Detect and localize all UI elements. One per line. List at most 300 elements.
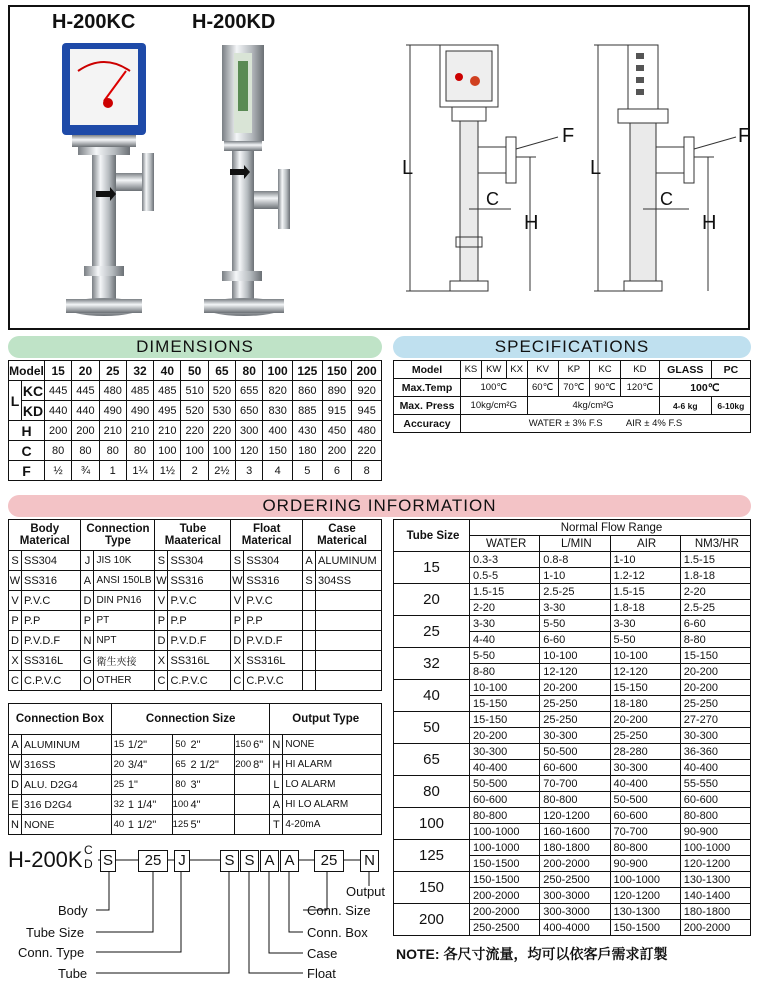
connection-header-row (9, 704, 382, 735)
conn-size-code: 200 (235, 755, 251, 775)
spec-temp-5: 120℃ (621, 379, 660, 397)
ordering-value: SS316L (244, 651, 303, 671)
ordering-code: W (9, 571, 22, 591)
flow-cell: 60-600 (470, 792, 540, 808)
flow-row (394, 648, 751, 664)
spec-max-press-label: Max. Press (394, 397, 461, 415)
dim-label-f-left: F (562, 125, 575, 147)
flow-cell: 30-300 (470, 744, 540, 760)
ordering-code: J (81, 551, 94, 571)
ordering-code: P (9, 611, 22, 631)
flow-cell: 140-1400 (680, 888, 750, 904)
dim-cell: 520 (181, 401, 208, 421)
flow-cell: 3-30 (540, 600, 610, 616)
conn-size-code: 125 (172, 815, 188, 835)
dim-cell: 920 (352, 381, 382, 401)
flowmeter-kc-photo (48, 41, 178, 321)
flow-cell: 2.5-25 (680, 600, 750, 616)
flow-cell: 100-1000 (470, 840, 540, 856)
flow-cell: 300-3000 (540, 904, 610, 920)
ordering-code: O (81, 671, 94, 691)
spec-temp-1: 100℃ (461, 379, 528, 397)
code-label-body: Body (58, 903, 88, 918)
dim-cell: 300 (236, 421, 263, 441)
ordering-code: D (9, 631, 22, 651)
flow-cell: 36-360 (680, 744, 750, 760)
conn-size-code (235, 795, 251, 815)
ordering-value: P.V.D.F (168, 631, 231, 651)
flow-cell: 100-1000 (470, 824, 540, 840)
flow-cell: 28-280 (610, 744, 680, 760)
dim-cell: 6 (322, 461, 352, 481)
dim-cell: 80 (45, 441, 72, 461)
flow-cell: 10-100 (470, 680, 540, 696)
ordering-code: S (231, 551, 244, 571)
flow-cell: 15-150 (680, 648, 750, 664)
dim-cell: 200 (322, 441, 352, 461)
conn-box-code: W (9, 755, 22, 775)
dim-row-kc (9, 381, 382, 401)
flow-tube-size: 80 (394, 776, 470, 808)
dim-cell: 440 (72, 401, 99, 421)
dim-cell: 830 (263, 401, 293, 421)
dim-size-15: 15 (45, 361, 72, 381)
flow-cell: 27-270 (680, 712, 750, 728)
dim-size-32: 32 (126, 361, 153, 381)
dim-size-150: 150 (322, 361, 352, 381)
flow-tube-size: 50 (394, 712, 470, 744)
model-code-prefix: H-200K (8, 847, 83, 872)
flow-cell: 1.5-15 (680, 552, 750, 568)
ordering-code (303, 651, 316, 671)
conn-size-value: 8" (251, 755, 270, 775)
flow-cell: 20-200 (540, 680, 610, 696)
dim-cell: 200 (72, 421, 99, 441)
flow-cell: 8-80 (680, 632, 750, 648)
conn-size-value: 3" (189, 775, 235, 795)
spec-temp-2: 60℃ (527, 379, 558, 397)
spec-accuracy-water: WATER ± 3% F.S (528, 418, 603, 429)
flow-tube-size: 125 (394, 840, 470, 872)
ordering-row (9, 631, 382, 651)
conn-size-value: 4" (189, 795, 235, 815)
conn-size-code: 25 (111, 775, 126, 795)
ordering-code (303, 611, 316, 631)
dim-cell: 480 (99, 381, 126, 401)
ordering-value: P.V.D.F (244, 631, 303, 651)
dim-label-c-left: C (486, 189, 499, 209)
ordering-header: ORDERING INFORMATION (8, 495, 751, 517)
conn-box-value: ALUMINUM (22, 735, 112, 755)
flow-cell: 400-4000 (540, 920, 610, 936)
dim-cell: 445 (72, 381, 99, 401)
dim-cell: ½ (45, 461, 72, 481)
dim-size-20: 20 (72, 361, 99, 381)
spec-model-ks: KS (461, 361, 482, 379)
flow-cell: 200-2000 (540, 856, 610, 872)
ordering-value: 衛生夾接 (94, 651, 155, 671)
flow-cell: 25-250 (680, 696, 750, 712)
flow-tube-size: 65 (394, 744, 470, 776)
flow-cell: 90-900 (610, 856, 680, 872)
flow-tube-size: 25 (394, 616, 470, 648)
flow-cell: 120-1200 (680, 856, 750, 872)
conn-size-code: 80 (172, 775, 188, 795)
conn-size-value: 2 1/2" (189, 755, 235, 775)
dim-cell: 485 (154, 381, 181, 401)
flow-tube-size: 150 (394, 872, 470, 904)
dim-row-f (9, 461, 382, 481)
flow-cell: 20-200 (680, 664, 750, 680)
dim-cell: 650 (236, 401, 263, 421)
dim-model-label: Model (9, 361, 45, 381)
conn-box-value: 316 D2G4 (22, 795, 112, 815)
flow-cell: 1-10 (610, 552, 680, 568)
ordering-table (8, 519, 382, 691)
ordering-value: NPT (94, 631, 155, 651)
dim-cell: 530 (208, 401, 235, 421)
code-box-body: S (100, 850, 116, 872)
ordering-code: P (155, 611, 168, 631)
flow-cell: 15-150 (470, 696, 540, 712)
flow-row (394, 680, 751, 696)
flow-cell: 30-300 (540, 728, 610, 744)
flow-row (394, 840, 751, 856)
dim-row-label: C (9, 441, 45, 461)
flow-cell: 120-1200 (540, 808, 610, 824)
flow-cell: 60-600 (540, 760, 610, 776)
dim-cell: 210 (99, 421, 126, 441)
flow-cell: 10-100 (540, 648, 610, 664)
ordering-code: D (231, 631, 244, 651)
flow-row (394, 872, 751, 888)
dim-cell: 490 (126, 401, 153, 421)
ordering-code: A (303, 551, 316, 571)
dim-header-row (9, 361, 382, 381)
flow-cell: 20-200 (680, 680, 750, 696)
flow-cell: 6-60 (680, 616, 750, 632)
ordering-code: V (231, 591, 244, 611)
conn-size-value: 2" (189, 735, 235, 755)
dim-cell: 495 (154, 401, 181, 421)
code-box-conn-size: 25 (314, 850, 344, 872)
ordering-col-header: Float Materical (231, 520, 303, 551)
ordering-code (303, 671, 316, 691)
dim-label-c-right: C (660, 189, 673, 209)
ordering-value: P.V.C (168, 591, 231, 611)
ordering-value: SS316L (22, 651, 81, 671)
note-text: NOTE: 各尺寸流量，均可以依客戶需求訂製 (396, 946, 668, 962)
code-label-output: Output (346, 884, 386, 899)
flow-cell: 160-1600 (540, 824, 610, 840)
dim-cell: 490 (99, 401, 126, 421)
ordering-code: P (231, 611, 244, 631)
code-box-case: A (260, 850, 279, 872)
flow-range-header: Normal Flow Range (470, 520, 751, 536)
dim-cell: 400 (263, 421, 293, 441)
dim-cell: 210 (126, 421, 153, 441)
conn-box-value: ALU. D2G4 (22, 775, 112, 795)
dim-cell: 80 (126, 441, 153, 461)
ordering-code: D (155, 631, 168, 651)
dim-cell: 4 (263, 461, 293, 481)
spec-model-kd: KD (621, 361, 660, 379)
spec-temp-4: 90℃ (589, 379, 620, 397)
flow-cell: 2-20 (680, 584, 750, 600)
flow-cell: 180-1800 (540, 840, 610, 856)
ordering-code: V (9, 591, 22, 611)
ordering-code: W (231, 571, 244, 591)
ordering-value (316, 611, 382, 631)
flow-cell: 15-150 (470, 712, 540, 728)
conn-size-code: 20 (111, 755, 126, 775)
flow-row (394, 776, 751, 792)
ordering-value (316, 631, 382, 651)
ordering-code: V (155, 591, 168, 611)
dim-label-h-left: H (524, 212, 539, 234)
flow-cell: 80-800 (470, 808, 540, 824)
flow-tube-size: 40 (394, 680, 470, 712)
flow-cell: 130-1300 (610, 904, 680, 920)
flow-cell: 1.8-18 (680, 568, 750, 584)
connection-table (8, 703, 382, 835)
ordering-value: ANSI 150LB (94, 571, 155, 591)
dim-cell: 1 (99, 461, 126, 481)
dim-cell: 915 (322, 401, 352, 421)
flow-cell: 80-800 (610, 840, 680, 856)
flow-cell: 12-120 (610, 664, 680, 680)
ordering-code: X (231, 651, 244, 671)
ordering-value: SS316 (168, 571, 231, 591)
dim-cell: 445 (45, 381, 72, 401)
ordering-code: G (81, 651, 94, 671)
conn-output-value: NONE (283, 735, 382, 755)
code-label-tube-size: Tube Size (26, 925, 85, 940)
dim-cell: 890 (322, 381, 352, 401)
flow-row (394, 616, 751, 632)
flow-cell: 15-150 (610, 680, 680, 696)
dim-size-65: 65 (208, 361, 235, 381)
flow-cell: 60-600 (680, 792, 750, 808)
dim-row-h (9, 421, 382, 441)
dim-row-label: H (9, 421, 45, 441)
conn-size-value (251, 795, 270, 815)
dim-row-label: KC (22, 382, 44, 399)
ordering-value: JIS 10K (94, 551, 155, 571)
code-box-tube-size: 25 (138, 850, 168, 872)
ordering-row (9, 571, 382, 591)
connection-row (9, 755, 382, 775)
flow-cell: 80-800 (540, 792, 610, 808)
dim-cell: 80 (99, 441, 126, 461)
conn-size-value (251, 775, 270, 795)
dim-cell: 150 (263, 441, 293, 461)
ordering-code: P (81, 611, 94, 631)
flow-row (394, 712, 751, 728)
code-label-float: Float (307, 966, 336, 981)
ordering-value: ALUMINUM (316, 551, 382, 571)
dim-label-l-right: L (590, 157, 602, 179)
dim-cell: 430 (293, 421, 323, 441)
flow-cell: 150-1500 (610, 920, 680, 936)
ordering-value: P.P (168, 611, 231, 631)
flow-cell: 5-50 (540, 616, 610, 632)
dim-cell: 80 (72, 441, 99, 461)
connection-row (9, 815, 382, 835)
flow-cell: 40-400 (610, 776, 680, 792)
ordering-value: PT (94, 611, 155, 631)
flow-col-header: WATER (470, 536, 540, 552)
specifications-header: SPECIFICATIONS (393, 336, 751, 358)
dim-size-80: 80 (236, 361, 263, 381)
flow-cell: 100-1000 (680, 840, 750, 856)
conn-box-value: 316SS (22, 755, 112, 775)
ordering-value: SS316 (244, 571, 303, 591)
ordering-value: P.P (244, 611, 303, 631)
conn-size-value (251, 815, 270, 835)
flow-cell: 250-2500 (540, 872, 610, 888)
flow-row (394, 904, 751, 920)
flow-cell: 120-1200 (610, 888, 680, 904)
dim-cell: 3 (236, 461, 263, 481)
conn-output-value: 4-20mA (283, 815, 382, 835)
flow-tube-size: 15 (394, 552, 470, 584)
ordering-col-header: Connection Type (81, 520, 155, 551)
conn-size-code: 50 (172, 735, 188, 755)
flow-cell: 1.5-15 (470, 584, 540, 600)
ordering-value (316, 671, 382, 691)
conn-output-value: HI LO ALARM (283, 795, 382, 815)
spec-model-kv: KV (527, 361, 558, 379)
dim-cell: 100 (208, 441, 235, 461)
flow-tube-size: 100 (394, 808, 470, 840)
dim-size-40: 40 (154, 361, 181, 381)
flow-cell: 18-180 (610, 696, 680, 712)
spec-model-kx: KX (506, 361, 527, 379)
dim-cell: ¾ (72, 461, 99, 481)
flow-cell: 3-30 (470, 616, 540, 632)
conn-size-value: 3/4" (126, 755, 172, 775)
ordering-code: C (9, 671, 22, 691)
code-label-conn-size: Conn. Size (307, 903, 371, 918)
dim-cell: 510 (181, 381, 208, 401)
flow-cell: 8-80 (470, 664, 540, 680)
conn-size-value: 1 1/2" (126, 815, 172, 835)
ordering-row (9, 591, 382, 611)
flow-row (394, 808, 751, 824)
dim-cell: 885 (293, 401, 323, 421)
dim-cell: 655 (236, 381, 263, 401)
product-illustration-frame (8, 5, 750, 330)
flow-tube-size: 20 (394, 584, 470, 616)
flow-cell: 25-250 (540, 696, 610, 712)
ordering-row (9, 551, 382, 571)
flow-tube-header: Tube Size (394, 520, 470, 552)
ordering-value: P.P (22, 611, 81, 631)
flow-cell: 300-3000 (540, 888, 610, 904)
flow-cell: 70-700 (540, 776, 610, 792)
conn-box-header: Connection Box (9, 704, 112, 735)
flow-cell: 3-30 (610, 616, 680, 632)
spec-press-2: 4kg/cm²G (527, 397, 659, 415)
spec-model-kw: KW (481, 361, 506, 379)
flow-cell: 25-250 (610, 728, 680, 744)
flow-cell: 180-1800 (680, 904, 750, 920)
flowmeter-kd-photo (190, 41, 320, 321)
flow-cell: 55-550 (680, 776, 750, 792)
dim-cell: 100 (154, 441, 181, 461)
flow-cell: 30-300 (610, 760, 680, 776)
conn-size-value: 1" (126, 775, 172, 795)
code-box-tube: S (220, 850, 239, 872)
flow-row (394, 552, 751, 568)
flow-cell: 2-20 (470, 600, 540, 616)
flow-cell: 2.5-25 (540, 584, 610, 600)
flow-cell: 0.5-5 (470, 568, 540, 584)
flow-cell: 90-900 (680, 824, 750, 840)
flow-cell: 1.5-15 (610, 584, 680, 600)
ordering-value (316, 591, 382, 611)
specifications-table (393, 360, 751, 433)
flow-cell: 50-500 (540, 744, 610, 760)
conn-size-code: 32 (111, 795, 126, 815)
code-box-conn-type: J (174, 850, 190, 872)
flow-cell: 150-1500 (470, 872, 540, 888)
spec-model-label: Model (394, 361, 461, 379)
ordering-col-header: Case Materical (303, 520, 382, 551)
conn-output-code: A (270, 795, 283, 815)
flow-row (394, 744, 751, 760)
conn-box-code: N (9, 815, 22, 835)
dim-label-h-right: H (702, 212, 717, 234)
flow-cell: 40-400 (470, 760, 540, 776)
dim-cell: 480 (352, 421, 382, 441)
dim-cell: 220 (208, 421, 235, 441)
dim-cell: 210 (154, 421, 181, 441)
ordering-value: C.P.V.C (244, 671, 303, 691)
ordering-value: DIN PN16 (94, 591, 155, 611)
dim-cell: 860 (293, 381, 323, 401)
dim-cell: 1½ (154, 461, 181, 481)
flow-cell: 200-2000 (680, 920, 750, 936)
model-code-variant-d: D (84, 857, 93, 871)
ordering-row (9, 651, 382, 671)
conn-size-value: 1 1/4" (126, 795, 172, 815)
dim-size-50: 50 (181, 361, 208, 381)
dim-cell: 520 (208, 381, 235, 401)
flow-cell: 20-200 (610, 712, 680, 728)
conn-size-code (235, 775, 251, 795)
flow-cell: 5-50 (610, 632, 680, 648)
dim-cell: 820 (263, 381, 293, 401)
flow-cell: 250-2500 (470, 920, 540, 936)
ordering-code: X (155, 651, 168, 671)
connection-row (9, 795, 382, 815)
model-title-kc: H-200KC (52, 11, 136, 33)
conn-box-code: D (9, 775, 22, 795)
ordering-code: A (81, 571, 94, 591)
spec-model-glass: GLASS (659, 361, 711, 379)
flow-cell: 25-250 (540, 712, 610, 728)
ordering-code: D (81, 591, 94, 611)
spec-temp-6: 100℃ (659, 379, 750, 397)
dim-cell: 220 (181, 421, 208, 441)
dimensions-table (8, 360, 382, 481)
dim-row-kd (9, 401, 382, 421)
flow-col-header: NM3/HR (680, 536, 750, 552)
ordering-value: SS316L (168, 651, 231, 671)
conn-output-value: HI ALARM (283, 755, 382, 775)
